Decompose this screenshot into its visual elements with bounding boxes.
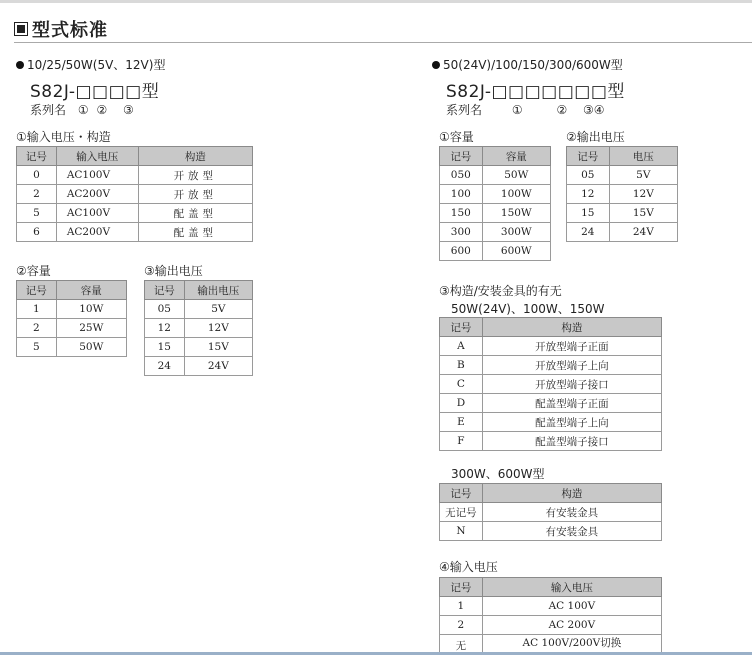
table-cell: 600 — [440, 242, 483, 261]
table-cell: AC 100V/200V切换 — [482, 635, 661, 654]
right-subtitle-text: 50(24V)/100/150/300/600W型 — [443, 58, 623, 72]
table-cell: 开放型端子正面 — [482, 337, 661, 356]
table-row — [440, 223, 551, 242]
right-t2-caption: ②输出电压 — [566, 130, 625, 144]
input-voltage-table — [439, 577, 662, 654]
table-cell: 开放型 — [138, 166, 252, 185]
table-row — [440, 166, 551, 185]
table-cell: 开放型 — [138, 185, 252, 204]
table-cell: 25W — [56, 319, 126, 338]
table-header-row — [17, 147, 253, 166]
table-cell: 5 — [17, 204, 57, 223]
output-voltage-table-large — [566, 146, 678, 242]
table-cell: 2 — [440, 616, 483, 635]
table-cell: 24V — [609, 223, 677, 242]
table-row — [17, 300, 127, 319]
table-header: 输出电压 — [184, 281, 252, 300]
table-header: 容量 — [56, 281, 126, 300]
table-cell: AC200V — [56, 185, 138, 204]
table-row — [567, 204, 678, 223]
series-mark-1: ① — [77, 103, 89, 117]
table-header: 构造 — [482, 484, 661, 503]
table-header: 记号 — [17, 281, 57, 300]
table-row — [440, 375, 662, 394]
series-mark-2: ② — [96, 103, 108, 117]
table-cell: 无 — [440, 635, 483, 654]
table-row — [567, 166, 678, 185]
table-cell: 开放型端子上向 — [482, 356, 661, 375]
table-row — [145, 357, 253, 376]
table-cell: 2 — [17, 185, 57, 204]
table-cell: 15V — [184, 338, 252, 357]
table-cell: C — [440, 375, 483, 394]
left-model-code: S82J-□□□□型 — [30, 82, 160, 102]
table-cell: 配盖型 — [138, 204, 252, 223]
table-row — [440, 432, 662, 451]
table-cell: 24 — [567, 223, 610, 242]
table-cell: 12 — [145, 319, 185, 338]
table-row — [440, 597, 662, 616]
table-header: 记号 — [567, 147, 610, 166]
table-row — [440, 204, 551, 223]
table-header-row — [440, 484, 662, 503]
table-row — [17, 338, 127, 357]
table-cell: 150 — [440, 204, 483, 223]
table-row — [567, 185, 678, 204]
table-cell: 配盖型端子正面 — [482, 394, 661, 413]
table-row — [567, 223, 678, 242]
table-cell: 0 — [17, 166, 57, 185]
structure-mount-table — [439, 317, 662, 451]
table-cell: 12V — [609, 185, 677, 204]
table-row — [440, 522, 662, 541]
table-row — [440, 394, 662, 413]
table-row — [440, 337, 662, 356]
table-header: 记号 — [440, 578, 483, 597]
series-mark-3: ③ — [123, 103, 134, 117]
table-row — [17, 204, 253, 223]
heading-rule — [14, 42, 752, 43]
series-mark-1: ① — [511, 103, 523, 117]
table-row — [145, 300, 253, 319]
table-row — [440, 503, 662, 522]
table-cell: 050 — [440, 166, 483, 185]
table-cell: 配盖型端子接口 — [482, 432, 661, 451]
table-cell: 300 — [440, 223, 483, 242]
table-cell: 5 — [17, 338, 57, 357]
structure-300-600-table — [439, 483, 662, 541]
section-heading-text: 型式标准 — [32, 20, 108, 41]
table-header: 容量 — [482, 147, 550, 166]
left-series-line — [30, 101, 134, 118]
table-header: 记号 — [440, 484, 483, 503]
table-row — [17, 185, 253, 204]
section-heading — [14, 16, 108, 42]
series-mark-3-4: ③④ — [583, 103, 605, 117]
table-cell: 有安装金具 — [482, 522, 661, 541]
table-cell: 15V — [609, 204, 677, 223]
table-row — [440, 635, 662, 654]
right-series-line — [446, 101, 605, 118]
series-label: 系列名 — [446, 103, 483, 117]
table-cell: 300W — [482, 223, 550, 242]
table-header: 记号 — [440, 318, 483, 337]
table-cell: 100 — [440, 185, 483, 204]
capacity-table-large — [439, 146, 551, 261]
table-cell: 有安装金具 — [482, 503, 661, 522]
series-label: 系列名 — [30, 103, 67, 117]
input-voltage-structure-table — [16, 146, 253, 242]
left-t3-caption: ③输出电压 — [144, 264, 203, 278]
table-cell: 50W — [56, 338, 126, 357]
table-row — [17, 223, 253, 242]
table-cell: 开放型端子接口 — [482, 375, 661, 394]
table-cell: N — [440, 522, 483, 541]
table-cell: 150W — [482, 204, 550, 223]
right-t5-caption: ④输入电压 — [439, 560, 498, 574]
table-cell: AC 100V — [482, 597, 661, 616]
left-subtitle-text: 10/25/50W(5V、12V)型 — [27, 58, 166, 72]
table-cell: 5V — [609, 166, 677, 185]
right-subtitle — [432, 56, 623, 73]
table-cell: 1 — [17, 300, 57, 319]
left-t1-caption: ①输入电压・构造 — [16, 130, 111, 144]
table-row — [440, 242, 551, 261]
table-cell: 配盖型端子上向 — [482, 413, 661, 432]
table-header: 记号 — [17, 147, 57, 166]
table-cell: 12V — [184, 319, 252, 338]
table-cell: 无记号 — [440, 503, 483, 522]
table-header: 构造 — [138, 147, 252, 166]
table-header-row — [440, 318, 662, 337]
table-header-row — [567, 147, 678, 166]
table-header: 电压 — [609, 147, 677, 166]
bullet-icon — [432, 61, 440, 69]
table-cell: A — [440, 337, 483, 356]
table-cell: 1 — [440, 597, 483, 616]
table-row — [145, 338, 253, 357]
table-header-row — [440, 147, 551, 166]
table-cell: 24 — [145, 357, 185, 376]
table-cell: AC200V — [56, 223, 138, 242]
right-t4-caption: 300W、600W型 — [451, 467, 545, 481]
right-t1-caption: ①容量 — [439, 130, 474, 144]
left-t2-caption: ②容量 — [16, 264, 51, 278]
right-t3-caption: ③构造/安装金具的有无 — [439, 284, 562, 298]
table-cell: 10W — [56, 300, 126, 319]
series-mark-2: ② — [556, 103, 568, 117]
table-header: 输入电压 — [56, 147, 138, 166]
table-row — [440, 616, 662, 635]
table-cell: AC 200V — [482, 616, 661, 635]
table-cell: 6 — [17, 223, 57, 242]
table-cell: 05 — [567, 166, 610, 185]
table-row — [440, 413, 662, 432]
table-row — [440, 185, 551, 204]
table-header: 记号 — [440, 147, 483, 166]
bullet-icon — [16, 61, 24, 69]
table-cell: 2 — [17, 319, 57, 338]
table-cell: 15 — [567, 204, 610, 223]
output-voltage-table — [144, 280, 253, 376]
table-header-row — [17, 281, 127, 300]
capacity-table — [16, 280, 127, 357]
table-header-row — [440, 578, 662, 597]
table-cell: 50W — [482, 166, 550, 185]
table-cell: D — [440, 394, 483, 413]
table-cell: 05 — [145, 300, 185, 319]
table-header-row — [145, 281, 253, 300]
table-cell: 600W — [482, 242, 550, 261]
right-t3-subcaption: 50W(24V)、100W、150W — [451, 302, 605, 316]
table-header: 输入电压 — [482, 578, 661, 597]
table-cell: 15 — [145, 338, 185, 357]
table-cell: AC100V — [56, 204, 138, 223]
table-cell: AC100V — [56, 166, 138, 185]
top-divider — [0, 0, 752, 3]
table-cell: 12 — [567, 185, 610, 204]
right-model-code: S82J-□□□□□□□型 — [446, 82, 625, 102]
table-cell: F — [440, 432, 483, 451]
table-cell: 24V — [184, 357, 252, 376]
left-subtitle — [16, 56, 165, 73]
table-header: 构造 — [482, 318, 661, 337]
table-row — [440, 356, 662, 375]
table-cell: E — [440, 413, 483, 432]
table-row — [17, 319, 127, 338]
table-cell: B — [440, 356, 483, 375]
square-bullet-icon — [14, 22, 28, 36]
table-header: 记号 — [145, 281, 185, 300]
table-cell: 100W — [482, 185, 550, 204]
table-cell: 5V — [184, 300, 252, 319]
table-row — [17, 166, 253, 185]
table-row — [145, 319, 253, 338]
table-cell: 配盖型 — [138, 223, 252, 242]
